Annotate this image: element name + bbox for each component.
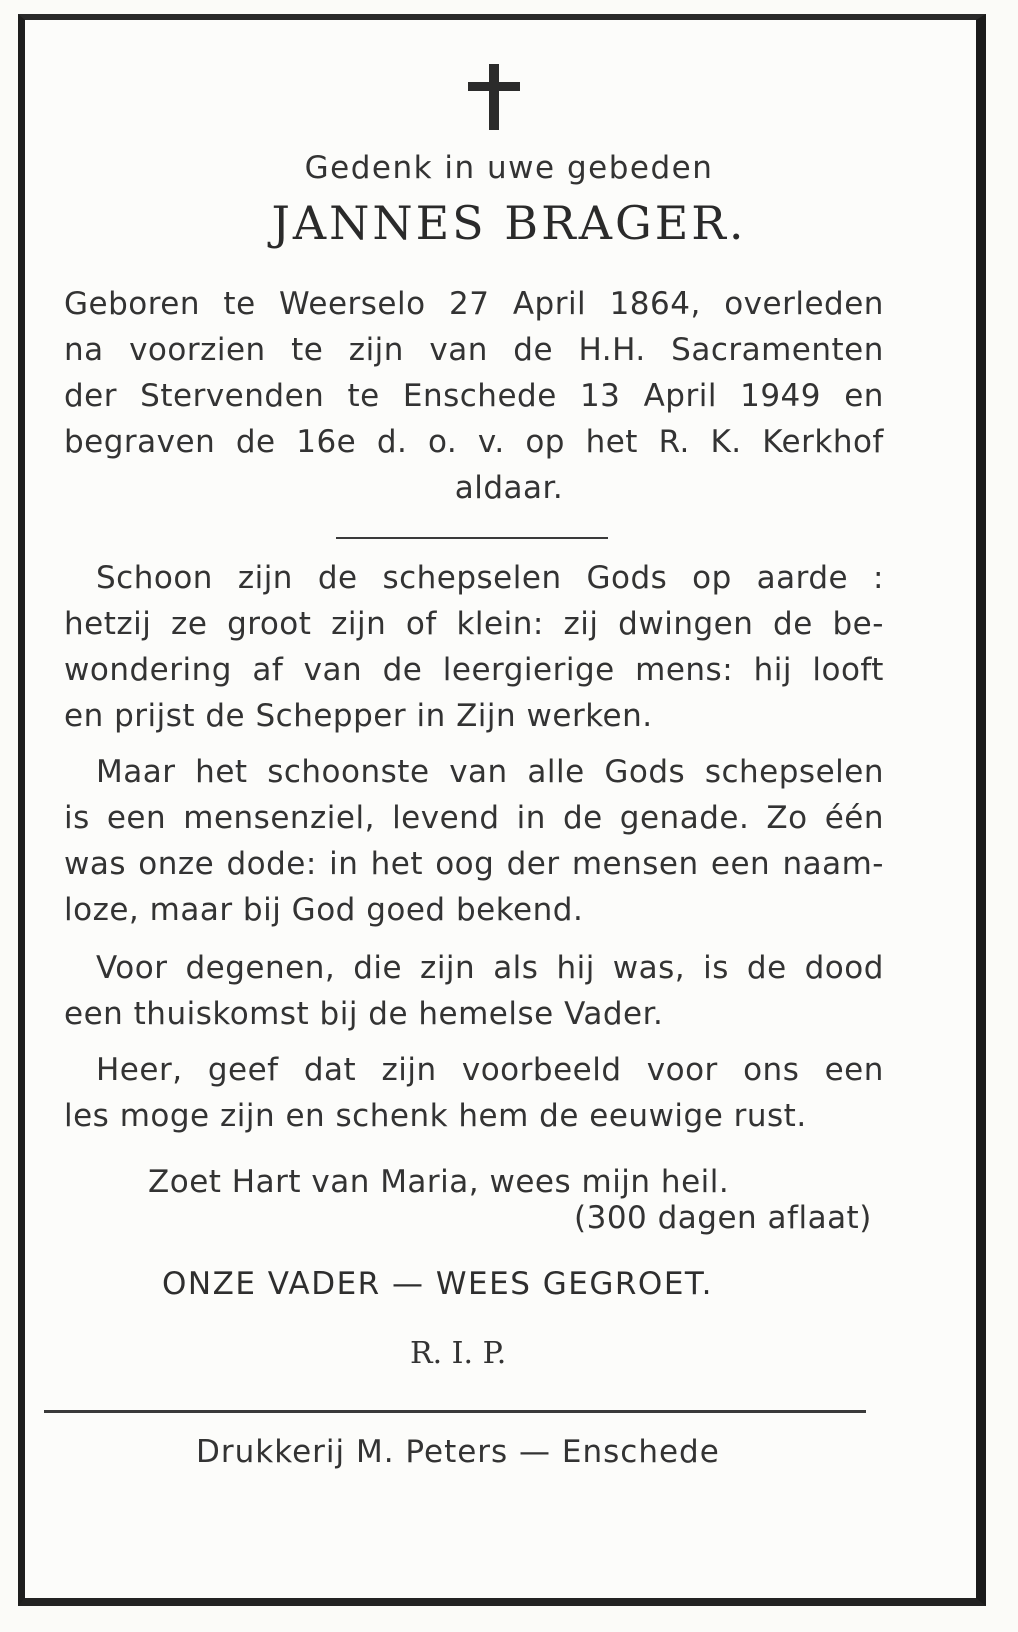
rip: R. I. P. bbox=[410, 1336, 507, 1371]
word: de bbox=[317, 560, 358, 596]
word: het bbox=[585, 424, 638, 460]
word: 16e bbox=[296, 424, 357, 460]
word: op bbox=[692, 560, 732, 596]
word: April bbox=[643, 378, 717, 414]
p4-line-2: les moge zijn en schenk hem de eeuwige rust. bbox=[64, 1098, 807, 1134]
word: Schoon bbox=[96, 560, 213, 596]
word: d. bbox=[376, 424, 408, 460]
word: overleden bbox=[724, 286, 884, 322]
word: der bbox=[506, 846, 560, 882]
word: ons bbox=[743, 1052, 800, 1088]
word: voorbeeld bbox=[461, 1052, 622, 1088]
prayers-caps: ONZE VADER — WEES GEGROET. bbox=[162, 1266, 714, 1302]
word: een bbox=[824, 1052, 884, 1088]
word: levend bbox=[392, 800, 500, 836]
bio-line-5: aldaar. bbox=[454, 470, 564, 506]
deceased-name: JANNES BRAGER. bbox=[271, 196, 747, 250]
p2-line-1 bbox=[96, 754, 884, 790]
word: H.H. bbox=[578, 332, 646, 368]
word: zij bbox=[563, 606, 599, 642]
word: was bbox=[64, 846, 127, 882]
word: zijn bbox=[420, 950, 476, 986]
word: een bbox=[106, 800, 167, 836]
word: der bbox=[64, 378, 117, 414]
word: de bbox=[773, 606, 813, 642]
word: te bbox=[347, 378, 380, 414]
word: 1949 bbox=[740, 378, 822, 414]
word: mensenziel, bbox=[183, 800, 375, 836]
word: v. bbox=[477, 424, 505, 460]
word: dode: bbox=[226, 846, 317, 882]
word: zijn bbox=[237, 560, 293, 596]
word: dat bbox=[303, 1052, 357, 1088]
word: wondering bbox=[64, 652, 232, 688]
p1-line-3 bbox=[64, 652, 884, 688]
word: die bbox=[353, 950, 403, 986]
word: looft bbox=[812, 652, 884, 688]
word: hij bbox=[556, 950, 595, 986]
p2-line-3 bbox=[64, 846, 884, 882]
word: te bbox=[223, 286, 256, 322]
word: als bbox=[493, 950, 539, 986]
word: degenen, bbox=[185, 950, 336, 986]
bio-line-1 bbox=[64, 286, 884, 322]
word: groot bbox=[227, 606, 312, 642]
p1-line-4: en prijst de Schepper in Zijn werken. bbox=[64, 698, 653, 734]
word: de bbox=[513, 332, 554, 368]
word: was, bbox=[612, 950, 686, 986]
word: en bbox=[844, 378, 884, 414]
word: dood bbox=[804, 950, 884, 986]
word: in bbox=[516, 800, 546, 836]
p1-line-2 bbox=[64, 606, 884, 642]
word: hij bbox=[753, 652, 792, 688]
word: Weerselo bbox=[279, 286, 426, 322]
section-divider bbox=[336, 537, 608, 539]
word: het bbox=[195, 754, 248, 790]
footer-rule bbox=[44, 1410, 866, 1413]
word: of bbox=[405, 606, 437, 642]
word: April bbox=[512, 286, 587, 322]
word: Voor bbox=[96, 950, 168, 986]
word: te bbox=[291, 332, 324, 368]
word: het bbox=[370, 846, 423, 882]
word: begraven bbox=[64, 424, 216, 460]
word: dwingen bbox=[618, 606, 754, 642]
word: klein: bbox=[456, 606, 544, 642]
word: alle bbox=[527, 754, 585, 790]
word: Gods bbox=[586, 560, 668, 596]
indulgence-note: (300 dagen aflaat) bbox=[574, 1200, 872, 1236]
word: schepselen bbox=[382, 560, 562, 596]
word: schoonste bbox=[267, 754, 430, 790]
bio-line-2 bbox=[64, 332, 884, 368]
word: zijn bbox=[331, 606, 387, 642]
bio-line-3 bbox=[64, 378, 884, 414]
printer-credit: Drukkerij M. Peters — Enschede bbox=[196, 1434, 720, 1470]
word: 1864, bbox=[609, 286, 701, 322]
p4-line-1 bbox=[96, 1052, 884, 1088]
word: Gods bbox=[604, 754, 686, 790]
p3-line-2: een thuiskomst bij de hemelse Vader. bbox=[64, 996, 664, 1032]
word: 13 bbox=[579, 378, 621, 414]
word: onze bbox=[138, 846, 215, 882]
word: op bbox=[525, 424, 565, 460]
cross-icon bbox=[468, 64, 520, 130]
word: de bbox=[562, 800, 603, 836]
word: geef bbox=[207, 1052, 279, 1088]
word: Zo bbox=[766, 800, 808, 836]
bio-line-4 bbox=[64, 424, 884, 460]
word: o. bbox=[428, 424, 458, 460]
word: ze bbox=[171, 606, 208, 642]
word: Maar bbox=[96, 754, 176, 790]
word: aarde bbox=[756, 560, 849, 596]
word: K. bbox=[710, 424, 742, 460]
word: Sacramenten bbox=[671, 332, 884, 368]
word: 27 bbox=[448, 286, 490, 322]
word: van bbox=[429, 332, 488, 368]
heading: Gedenk in uwe gebeden bbox=[304, 150, 714, 186]
word: na bbox=[64, 332, 104, 368]
word: voor bbox=[646, 1052, 718, 1088]
word: zijn bbox=[348, 332, 404, 368]
word: naam- bbox=[782, 846, 884, 882]
word: een bbox=[710, 846, 771, 882]
word: zijn bbox=[381, 1052, 437, 1088]
word: R. bbox=[658, 424, 690, 460]
word: Stervenden bbox=[140, 378, 325, 414]
word: is bbox=[703, 950, 729, 986]
word: de bbox=[235, 424, 276, 460]
word: is bbox=[64, 800, 90, 836]
word: be- bbox=[832, 606, 884, 642]
word: genade. bbox=[619, 800, 750, 836]
word: hetzij bbox=[64, 606, 152, 642]
word: leergierige bbox=[442, 652, 615, 688]
p2-line-4: loze, maar bij God goed bekend. bbox=[64, 892, 584, 928]
p1-line-1 bbox=[96, 560, 884, 596]
word: Kerkhof bbox=[762, 424, 884, 460]
word: mens: bbox=[635, 652, 734, 688]
p3-line-1 bbox=[96, 950, 884, 986]
word: in bbox=[329, 846, 359, 882]
word: voorzien bbox=[129, 332, 266, 368]
word: mensen bbox=[571, 846, 699, 882]
p2-line-2 bbox=[64, 800, 884, 836]
word: Heer, bbox=[96, 1052, 183, 1088]
word: oog bbox=[435, 846, 495, 882]
word: de bbox=[382, 652, 423, 688]
word: de bbox=[746, 950, 787, 986]
word: van bbox=[303, 652, 363, 688]
word: Enschede bbox=[402, 378, 557, 414]
word: één bbox=[824, 800, 884, 836]
word: van bbox=[449, 754, 508, 790]
word: Geboren bbox=[64, 286, 201, 322]
word: : bbox=[872, 560, 884, 596]
word: schepselen bbox=[704, 754, 884, 790]
prayer-line: Zoet Hart van Maria, wees mijn heil. bbox=[148, 1164, 730, 1200]
word: af bbox=[252, 652, 284, 688]
